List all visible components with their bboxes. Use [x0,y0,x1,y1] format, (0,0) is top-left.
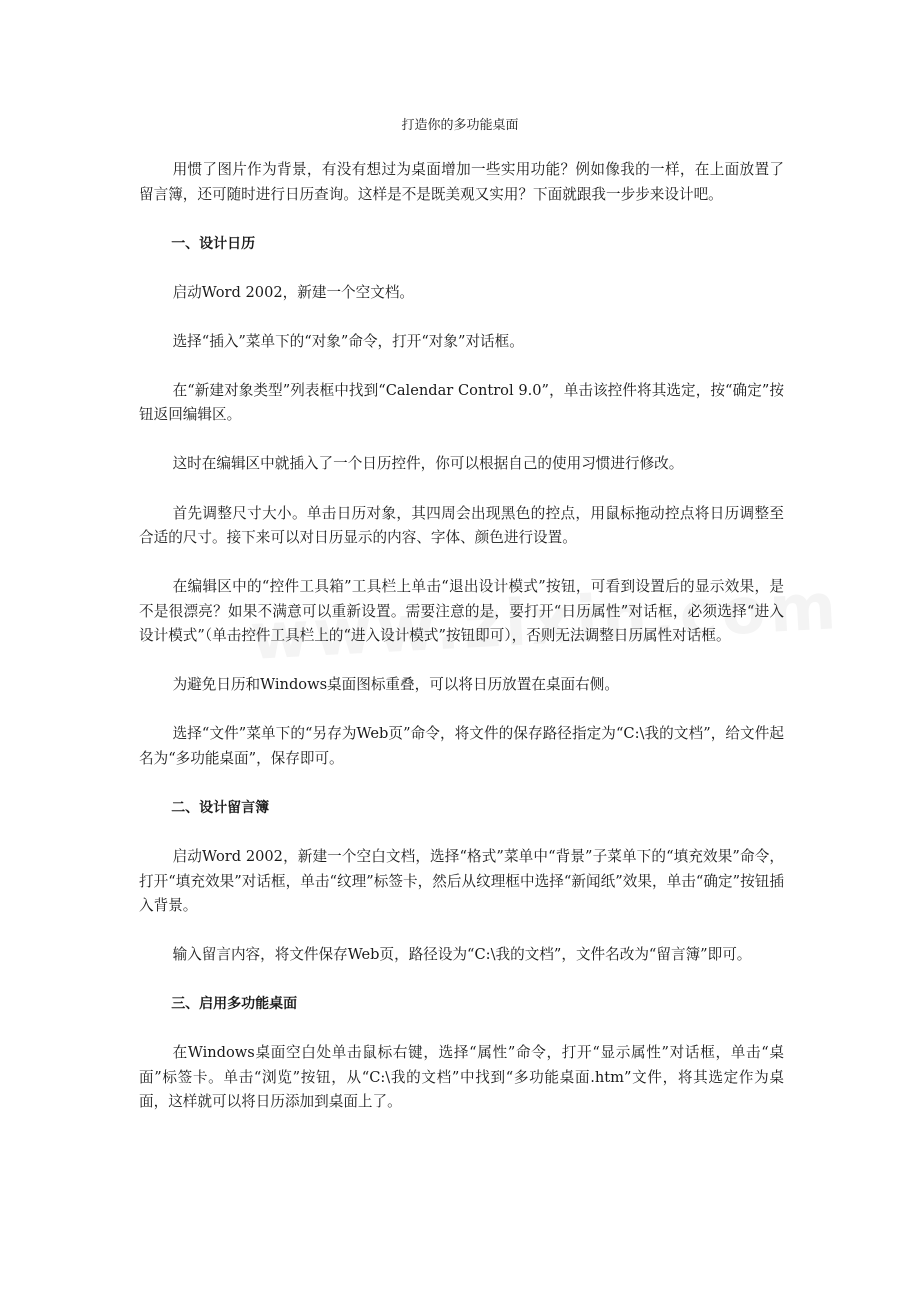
body-paragraph: 在编辑区中的“控件工具箱”工具栏上单击“退出设计模式”按钮，可看到设置后的显示效果，是不是很漂亮？如果不满意可以重新设置。需要注意的是，要打开“日历属性”对话框，必须选择“进入设计模式”（单击控件工具栏上的“进入设计模式”按钮即可），否则无法调整日历属性对话框。 [139,578,784,645]
body-paragraph: 选择“插入”菜单下的“对象”命令，打开“对象”对话框。 [172,332,524,350]
body-paragraph: 启动Word 2002，新建一个空文档。 [172,283,415,301]
body-paragraph: 首先调整尺寸大小。单击日历对象，其四周会出现黑色的控点，用鼠标拖动控点将日历调整至合适的尺寸。接下来可以对日历显示的内容、字体、颜色进行设置。 [139,504,784,547]
body-paragraph: 启动Word 2002，新建一个空白文档，选择“格式”菜单中“背景”子菜单下的“填充效果”命令，打开“填充效果”对话框，单击“纹理”标签卡，然后从纹理框中选择“新闻纸”效果，单击“确定”按钮插入背景。 [139,848,784,915]
document-title: 打造你的多功能桌面 [401,118,519,133]
body-paragraph: 输入留言内容，将文件保存Web页，路径设为“C:\我的文档”，文件名改为“留言簿”即可。 [172,946,752,964]
body-paragraph: 在Windows桌面空白处单击鼠标右键，选择“属性”命令，打开“显示属性”对话框，单击“桌面”标签卡。单击“浏览”按钮，从“C:\我的文档”中找到“多功能桌面.htm”文件，将其选定作为桌面，这样就可以将日历添加到桌面上了。 [139,1044,784,1111]
body-paragraph: 为避免日历和Windows桌面图标重叠，可以将日历放置在桌面右侧。 [172,676,619,694]
body-paragraph: 这时在编辑区中就插入了一个日历控件，你可以根据自己的使用习惯进行修改。 [172,455,684,473]
body-paragraph: 选择“文件”菜单下的“另存为Web页”命令，将文件的保存路径指定为“C:\我的文档”，给文件起名为“多功能桌面”，保存即可。 [139,725,784,767]
section-heading: 三、启用多功能桌面 [171,996,298,1013]
section-heading: 一、设计日历 [171,235,256,252]
document-body [139,158,784,1139]
body-paragraph: 在“新建对象类型”列表框中找到“Calendar Control 9.0”，单击该控件将其选定，按“确定”按钮返回编辑区。 [139,381,784,424]
intro-paragraph: 用惯了图片作为背景，有没有想过为桌面增加一些实用功能？例如像我的一样，在上面放置了留言簿，还可随时进行日历查询。这样是不是既美观又实用？下面就跟我一步步来设计吧。 [139,161,784,203]
section-heading: 二、设计留言簿 [171,799,270,816]
